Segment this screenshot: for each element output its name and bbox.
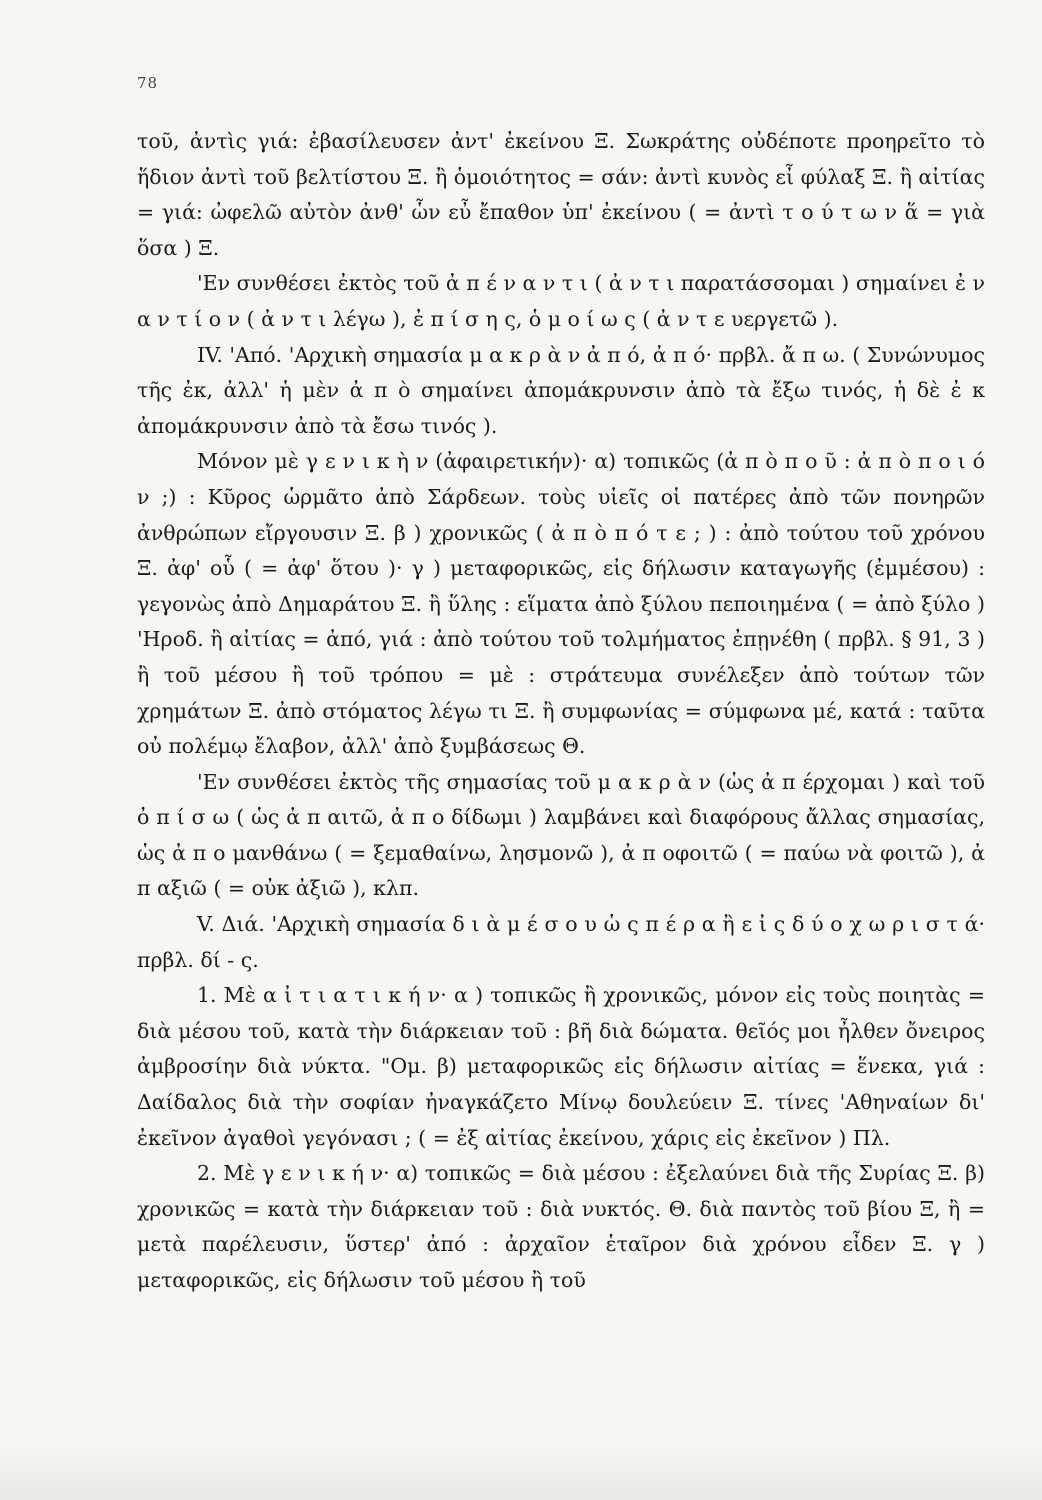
paragraph-apo-genitive: Μόνον μὲ γ ε ν ι κ ὴ ν (ἀφαιρετικήν)· α) τοπικῶς (ἀ π ὸ π ο ῦ : ἀ π ὸ π ο ι ό ν ;) : Κῦρος ὡρμᾶτο ἀπὸ Σάρδεων. τοὺς υἱεῖς οἱ πατέρες ἀπὸ τῶν πονηρῶν ἀνθρώπων εἴργουσιν Ξ. β ) χρονικῶς ( ἀ π ὸ π ό τ ε ; ) : ἀπὸ τούτου τοῦ χρόνου Ξ. ἀφ' οὗ ( = ἀφ' ὅτου )· γ ) μεταφορικῶς, εἰς δήλωσιν καταγωγῆς (ἐμμέσου) : γεγονὼς ἀπὸ Δημαράτου Ξ. ἢ ὕλης : εἵματα ἀπὸ ξύλου πεποιημένα ( = ἀπὸ ξύλο ) 'Ηροδ. ἢ αἰτίας = ἀπό, γιά : ἀπὸ τούτου τοῦ τολμήματος ἐπῃνέθη ( πρβλ. § 91, 3 ) ἢ τοῦ μέσου ἢ τοῦ τρόπου = μὲ : στράτευμα συνέλεξεν ἀπὸ τούτων τῶν χρημάτων Ξ. ἀπὸ στόματος λέγω τι Ξ. ἢ συμφωνίας = σύμφωνα μέ, κατά : ταῦτα οὐ πολέμῳ ἔλαβον, ἀλλ' ἀπὸ ξυμβάσεως Θ. — [137, 449, 985, 759]
paragraph-dia-accusative: 1. Μὲ α ἰ τ ι α τ ι κ ή ν· α ) τοπικῶς ἢ χρονικῶς, μόνον εἰς τοὺς ποιητὰς = διὰ μέσου τοῦ, κατὰ τὴν διάρκειαν τοῦ : βῆ διὰ δώματα. θεῖός μοι ἦλθεν ὄνειρος ἀμβροσίην διὰ νύκτα. "Ομ. β) μεταφορικῶς εἰς δήλωσιν αἰτίας = ἕνεκα, γιά : Δαίδαλος διὰ τὴν σοφίαν ἠναγκάζετο Μίνῳ δουλεύειν Ξ. τίνες 'Αθηναίων δι' ἐκεῖνον ἀγαθοὶ γεγόνασι ; ( = ἐξ αἰτίας ἐκείνου, χάρις εἰς ἐκεῖνον ) Πλ. — [137, 983, 985, 1150]
paragraph-apo-heading: IV. 'Από. 'Αρχικὴ σημασία μ α κ ρ ὰ ν ἀ π ό, ἀ π ό· πρβλ. ἄ π ω. ( Συνώνυμος τῆς ἐκ, ἀλλ' ἡ μὲν ἀ π ὸ σημαίνει ἀπομάκρυνσιν ἀπὸ τὰ ἔξω τινός, ἡ δὲ ἐ κ ἀπομάκρυνσιν ἀπὸ τὰ ἔσω τινός ). — [137, 342, 985, 438]
paragraph-apo-compounds: 'Εν συνθέσει ἐκτὸς τῆς σημασίας τοῦ μ α κ ρ ὰ ν (ὡς ἀ π έρχομαι ) καὶ τοῦ ὀ π ί σ ω ( ὡς ἀ π αιτῶ, ἀ π ο δίδωμι ) λαμβάνει καὶ διαφόρους ἄλλας σημασίας, ὡς ἀ π ο μανθάνω ( = ξεμαθαίνω, λησμονῶ ), ἀ π οφοιτῶ ( = παύω νὰ φοιτῶ ), ἀ π αξιῶ ( = οὐκ ἀξιῶ ), κλπ. — [137, 769, 985, 901]
page-number: 78 — [137, 74, 159, 92]
paragraph-anti-compounds: 'Εν συνθέσει ἐκτὸς τοῦ ἀ π έ ν α ν τ ι ( ἀ ν τ ι παρατάσσομαι ) σημαίνει ἐ ν α ν τ ί ο ν ( ἀ ν τ ι λέγω ), ἐ π ί σ η ς, ὁ μ ο ί ω ς ( ἀ ν τ ε υεργετῶ ). — [137, 271, 985, 331]
scan-shadow — [0, 1440, 1042, 1500]
paragraph-anti-continued: τοῦ, ἀντὶς γιά: ἐβασίλευσεν ἀντ' ἐκείνου Ξ. Σωκράτης οὐδέποτε προηρεῖτο τὸ ἥδιον ἀντὶ τοῦ βελτίστου Ξ. ἢ ὁμοιότητος = σάν: ἀντὶ κυνὸς εἶ φύλαξ Ξ. ἢ αἰτίας = γιά: ὠφελῶ αὐτὸν ἀνθ' ὧν εὖ ἔπαθον ὑπ' ἐκείνου ( = ἀντὶ τ ο ύ τ ω ν ἅ = γιὰ ὅσα ) Ξ. — [137, 129, 985, 260]
page-body — [137, 124, 985, 1299]
paragraph-dia-heading: V. Διά. 'Αρχικὴ σημασία δ ι ὰ μ έ σ ο υ ὡ ς π έ ρ α ἢ ε ἰ ς δ ύ ο χ ω ρ ι σ τ ά· πρβλ. δί - ς. — [137, 912, 985, 972]
paragraph-dia-genitive: 2. Μὲ γ ε ν ι κ ή ν· α) τοπικῶς = διὰ μέσου : ἐξελαύνει διὰ τῆς Συρίας Ξ. β) χρονικῶς = κατὰ τὴν διάρκειαν τοῦ : διὰ νυκτός. Θ. διὰ παντὸς τοῦ βίου Ξ, ἢ = μετὰ παρέλευσιν, ὕστερ' ἀπό : ἀρχαῖον ἑταῖρον διὰ χρόνου εἶδεν Ξ. γ ) μεταφορικῶς, εἰς δήλωσιν τοῦ μέσου ἢ τοῦ — [137, 1161, 985, 1292]
